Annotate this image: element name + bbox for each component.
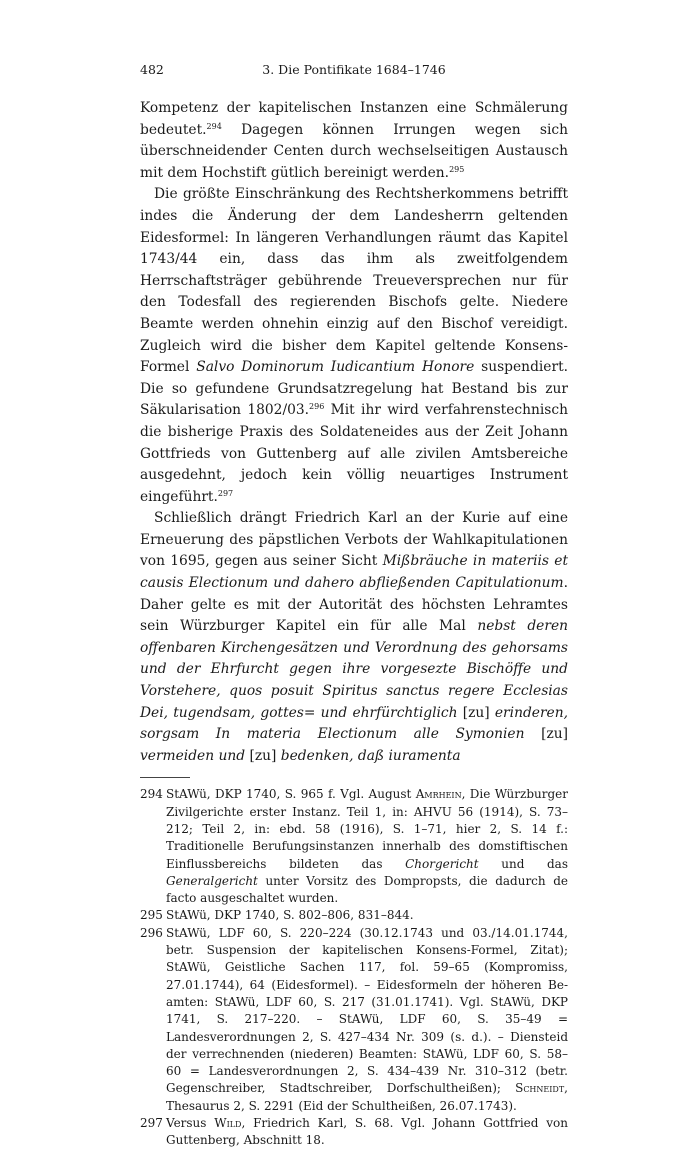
page-number: 482 — [140, 62, 164, 77]
footnote-ref-294[interactable]: 294 — [206, 121, 222, 131]
footnote-text: Versus Wild, Friedrich Karl, S. 68. Vgl. Johann Gottfried von Guttenberg, Abschnitt 18. — [166, 1116, 568, 1148]
footnote-ref-297[interactable]: 297 — [217, 488, 234, 498]
footnotes — [140, 786, 568, 1149]
footnote-text: StAWü, DKP 1740, S. 802–806, 831–844. — [166, 908, 414, 923]
footnote-number: 294 — [140, 787, 163, 802]
footnote-294 — [140, 786, 568, 907]
footnote-separator — [140, 777, 190, 778]
footnote-ref-295[interactable]: 295 — [449, 164, 465, 174]
page-header — [140, 62, 568, 84]
footnote-295 — [140, 907, 568, 924]
running-title: 3. Die Pontifikate 1684–1746 — [262, 62, 446, 77]
paragraph-2: Die größte Einschränkung des Rechtsherkommens betrifft indes die Änderung der dem Landesherrn geltenden Eidesformel: In längeren Verhandlungen räumt das Kapitel 1743/44 ein, dass das ihm als zweitfolgendem Herrschaftsträger gebührende Treueversprechen nur für den Todesfall des regierenden Bischofs gelte. Niedere Beamte werden ohnehin einzig auf den Bischof vereidigt. Zugleich wird die bisher dem Kapitel geltende Konsens-Formel Salvo Dominorum Iudicantium Honore suspendiert. Die so gefundene Grundsatzregelung hat Bestand bis zur Säkularisation 1802/03.$^{296}$ Mit ihr wird verfahrenstechnisch die bisherige Praxis des Soldateneides aus der Zeit Johann Gottfrieds von Guttenberg auf alle zivilen Amtsbereiche ausgedehnt, jedoch kein völlig neuartiges Instrument eingeführt.$^{297}$ — [140, 186, 569, 505]
footnote-297 — [140, 1115, 568, 1150]
footnote-text: StAWü, LDF 60, S. 220–224 (30.12.1743 und 03./14.01.1744, betr. Suspension der kapitelischen Konsens-Formel, Zitat); StAWü, Geistliche Sachen 117, fol. 59–65 (Kompromiss, 27.01.1744), 64 (Eidesformel). – Eidesformeln der höheren Beamten: StAWü, LDF 60, S. 217 (31.01.1741). Vgl. StAWü, DKP 1741, S. 217–220. – StAWü, LDF 60, S. 35–49 = Landesverordnungen 2, S. 427–434 Nr. 309 (s. d.). – Diensteid der verrechnenden (niederen) Beamten: StAWü, LDF 60, S. 58–60 = Landesverordnungen 2, S. 434–439 Nr. 310–312 (betr. Gegenschreiber, Stadtschreiber, Dorfschultheißen); Schneidt, Thesaurus 2, S. 2291 (Eid der Schultheißen, 26.07.1743). — [166, 925, 568, 1113]
main-text — [140, 98, 568, 767]
footnote-296 — [140, 925, 568, 1115]
footnote-ref-296[interactable]: 296 — [309, 402, 325, 412]
footnote-number: 296 — [140, 925, 163, 940]
book-page — [140, 62, 568, 1150]
paragraph-1: Kompetenz der kapitelischen Instanzen eine Schmälerung bedeutet.$^{294}$ Dagegen können Irrungen wegen sich überschneidender Centen durch wechselseitigen Austausch mit dem Hochstift gütlich bereinigt werden.$^{295}$ — [140, 100, 568, 181]
footnote-number: 297 — [140, 1116, 163, 1131]
footnote-number: 295 — [140, 908, 163, 923]
footnote-text: StAWü, DKP 1740, S. 965 f. Vgl. August Amrhein, Die Würzburger Zivilgerichte erster Instanz. Teil 1, in: AHVU 56 (1914), S. 73–212; Teil 2, in: ebd. 58 (1916), S. 1–71, hier 2, S. 14 f.: Traditionelle Berufungsinstanzen innerhalb des domstiftischen Einflussbereichs bildeten das Chorgericht und das Generalgericht unter Vorsitz des Dompropsts, die dadurch de facto ausgeschaltet wurden. — [166, 787, 568, 906]
paragraph-3: Schließlich drängt Friedrich Karl an der Kurie auf eine Erneuerung des päpstlichen Verbots der Wahlkapitulationen von 1695, gegen aus seiner Sicht Mißbräuche in materiis et causis Electionum und dahero abfließenden Capitulationum. Daher gelte es mit der Autorität des höchsten Lehramtes sein Würzburger Kapitel ein für alle Mal nebst deren offenbaren Kirchengesätzen und Verordnung des gehorsams und der Ehrfurcht gegen ihre vorgesezte Bischöffe und Vorstehere, quos posuit Spiritus sanctus regere Ecclesias Dei, tugendsam, gottes= und ehrfürchtiglich [zu] erinderen, sorgsam In materia Electionum alle Symonien [zu] vermeiden und [zu] bedenken, daß iuramenta — [140, 510, 568, 764]
